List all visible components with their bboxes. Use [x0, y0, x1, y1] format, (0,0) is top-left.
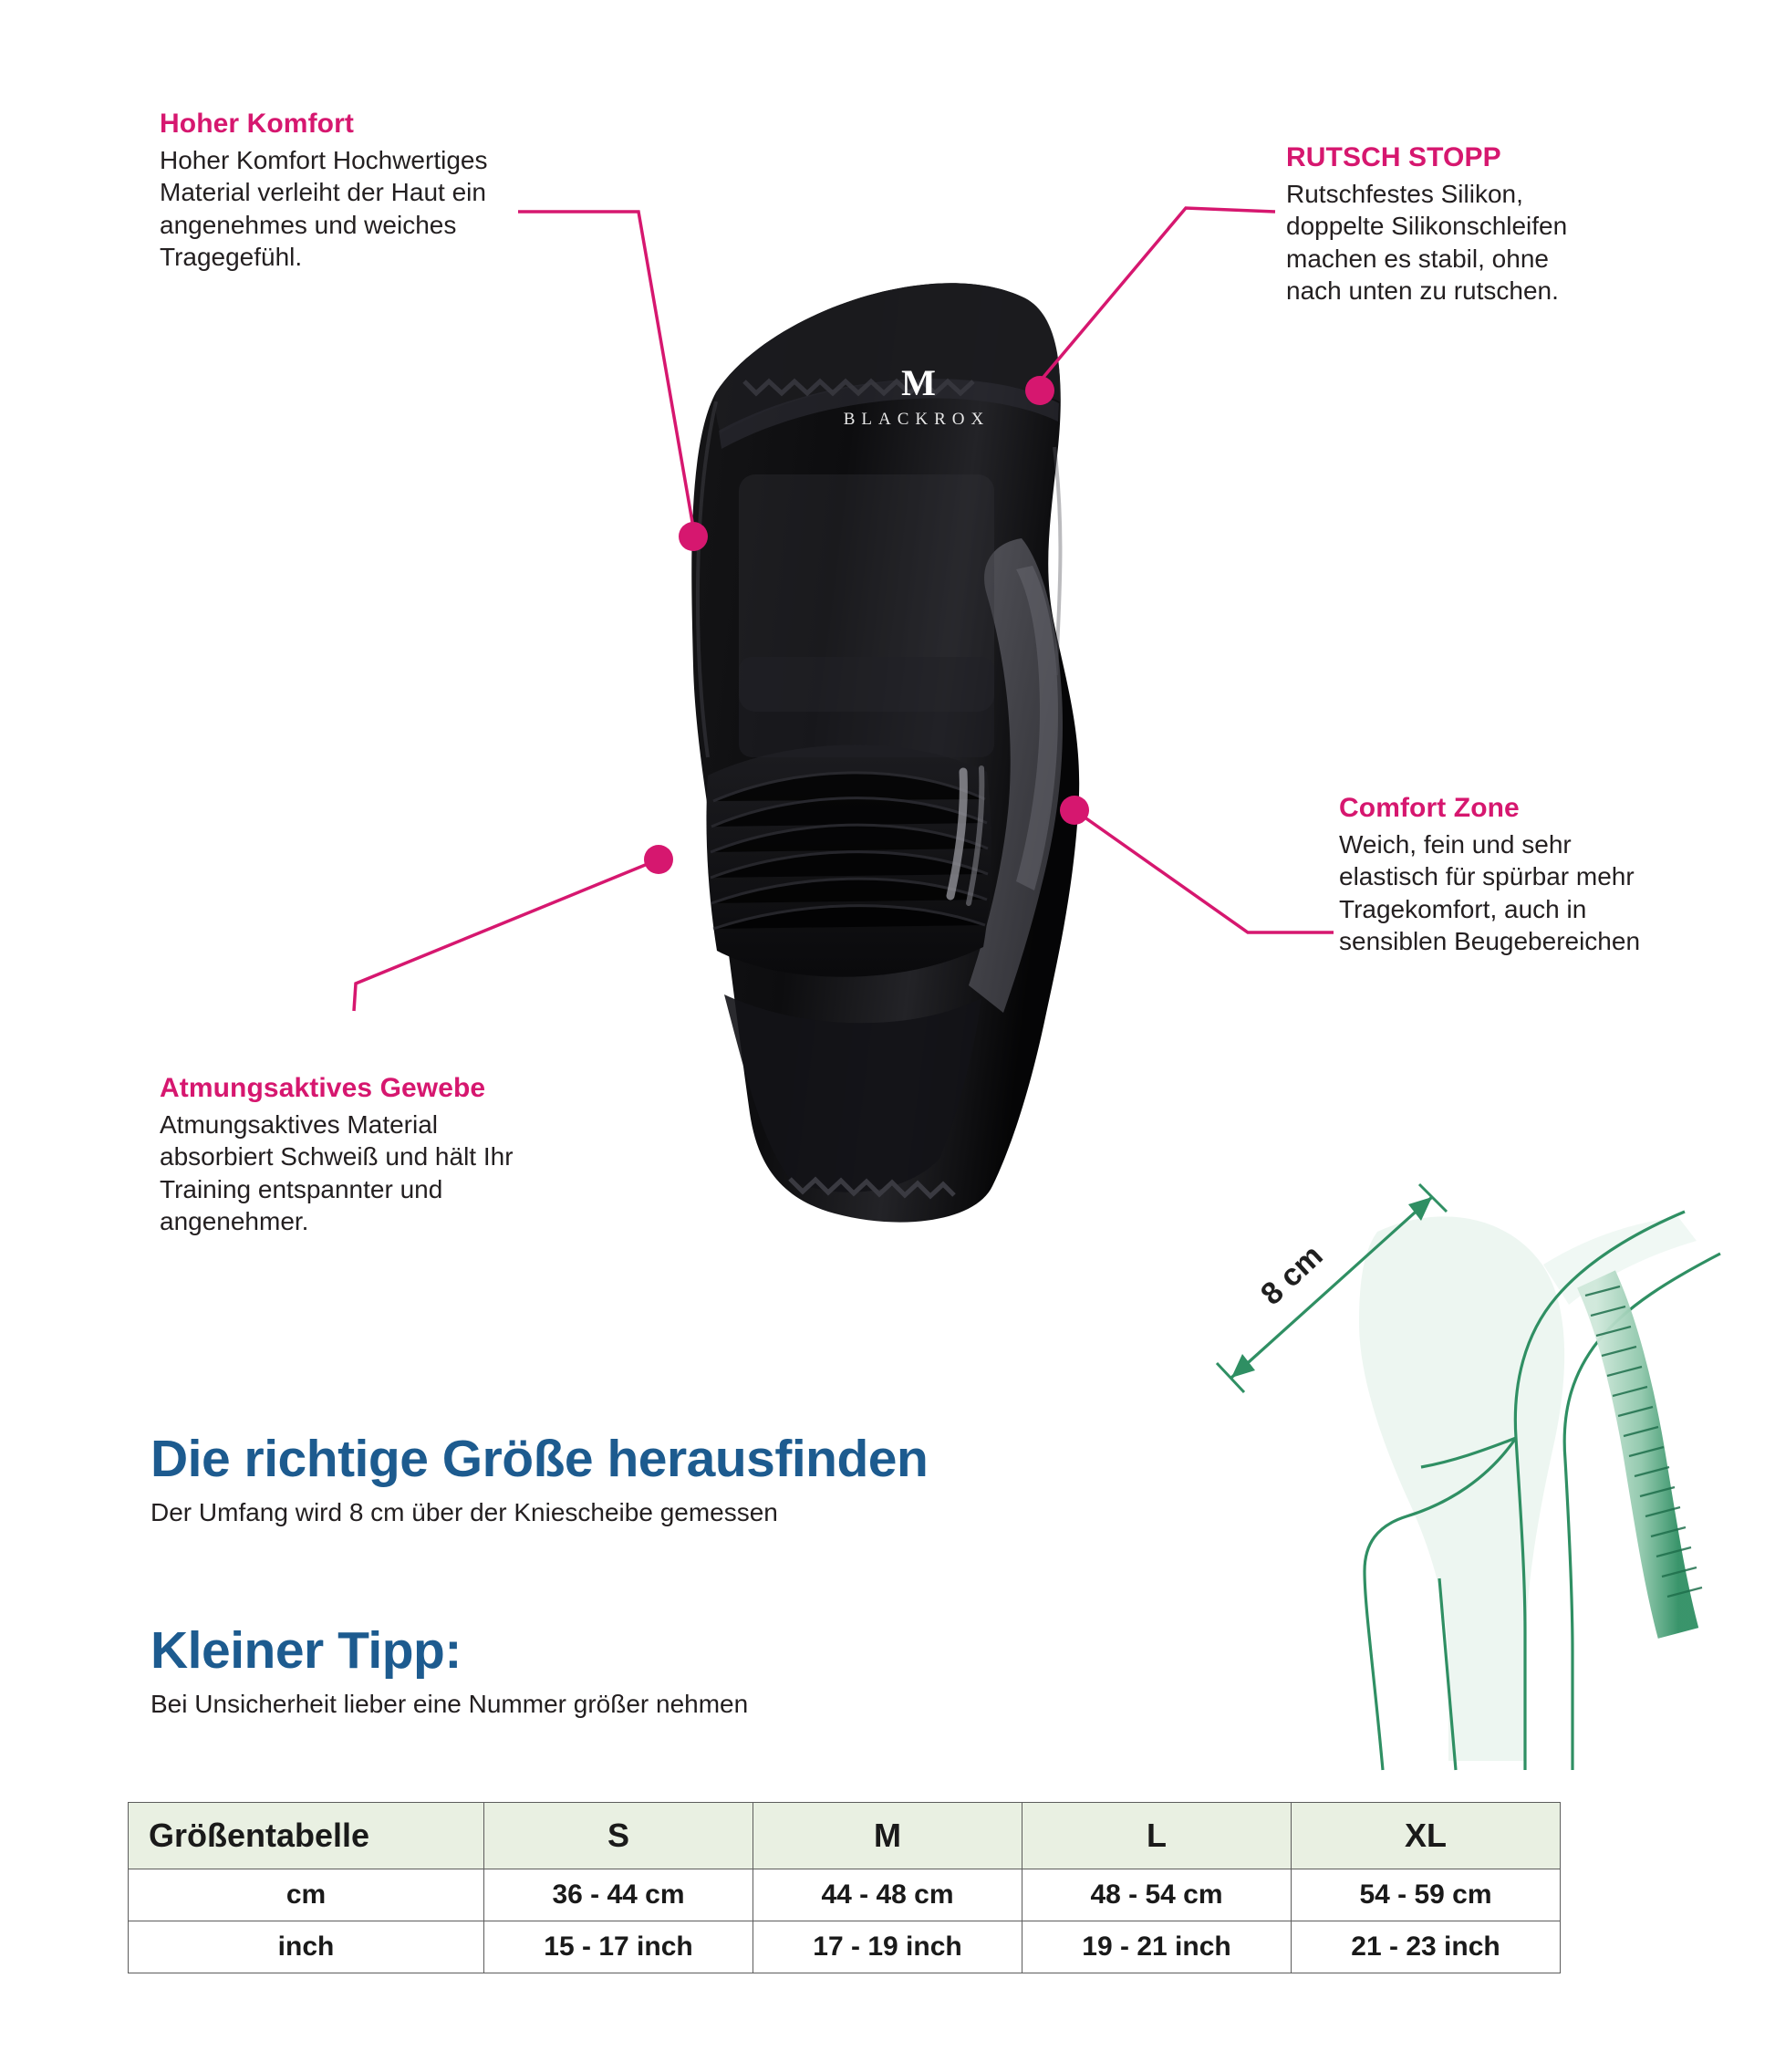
callout-body: Hoher Komfort Hochwertiges Material verleiht der Haut ein angenehmes und weiches Tragegefühl. — [160, 145, 488, 272]
measurement-illustration — [1204, 1177, 1751, 1779]
table-cell: 21 - 23 inch — [1292, 1921, 1561, 1973]
table-header-cell: L — [1022, 1803, 1292, 1869]
size-chart-table — [128, 1802, 1561, 1973]
size-finder-subtext: Der Umfang wird 8 cm über der Kniescheibe gemessen — [151, 1497, 778, 1526]
brand-logo-icon: M — [901, 362, 932, 403]
callout-title: Hoher Komfort — [160, 109, 354, 139]
table-cell: 44 - 48 cm — [753, 1869, 1022, 1921]
table-row-label: inch — [129, 1921, 484, 1973]
callout-body: Weich, fein und sehr elastisch für spürbar mehr Tragekomfort, auch in sensiblen Beugebereichen — [1339, 829, 1641, 956]
table-header-row — [129, 1803, 1561, 1869]
table-cell: 17 - 19 inch — [753, 1921, 1022, 1973]
size-finder-heading: Die richtige Größe herausfinden — [151, 1430, 929, 1488]
table-cell: 19 - 21 inch — [1022, 1921, 1292, 1973]
callout-body: Atmungsaktives Material absorbiert Schweiß und hält Ihr Training entspannter und angenehmer. — [160, 1109, 514, 1236]
table-header-cell: M — [753, 1803, 1022, 1869]
size-finder-section — [151, 1432, 1117, 1528]
table-cell: 48 - 54 cm — [1022, 1869, 1292, 1921]
callout-body: Rutschfestes Silikon, doppelte Silikonschleifen machen es stabil, ohne nach unten zu rutschen. — [1286, 179, 1568, 306]
knee-sleeve-product-image — [629, 265, 1213, 1296]
tip-heading: Kleiner Tipp: — [151, 1621, 462, 1680]
callout-title: RUTSCH STOPP — [1286, 142, 1501, 172]
knee-sleeve-illustration — [629, 265, 1213, 1296]
table-row — [129, 1921, 1561, 1973]
connector-atmungsaktives-gewebe — [354, 859, 659, 1011]
table-header-cell: Größentabelle — [129, 1803, 484, 1869]
table-row — [129, 1869, 1561, 1921]
brand-name: BLACKROX — [843, 410, 991, 429]
table-header-cell: XL — [1292, 1803, 1561, 1869]
callout-rutsch-stopp — [1286, 141, 1587, 307]
measure-distance-label: 8 cm — [1254, 1238, 1330, 1312]
tip-section — [151, 1621, 971, 1720]
callout-hoher-komfort — [160, 108, 552, 274]
callout-title: Atmungsaktives Gewebe — [160, 1073, 486, 1103]
table-row-label: cm — [129, 1869, 484, 1921]
callout-comfort-zone — [1339, 792, 1658, 958]
callout-title: Comfort Zone — [1339, 793, 1520, 823]
table-cell: 15 - 17 inch — [484, 1921, 753, 1973]
table-cell: 36 - 44 cm — [484, 1869, 753, 1921]
table-cell: 54 - 59 cm — [1292, 1869, 1561, 1921]
table-header-cell: S — [484, 1803, 753, 1869]
callout-atmungsaktives-gewebe — [160, 1072, 552, 1238]
tip-subtext: Bei Unsicherheit lieber eine Nummer größer nehmen — [151, 1689, 749, 1718]
